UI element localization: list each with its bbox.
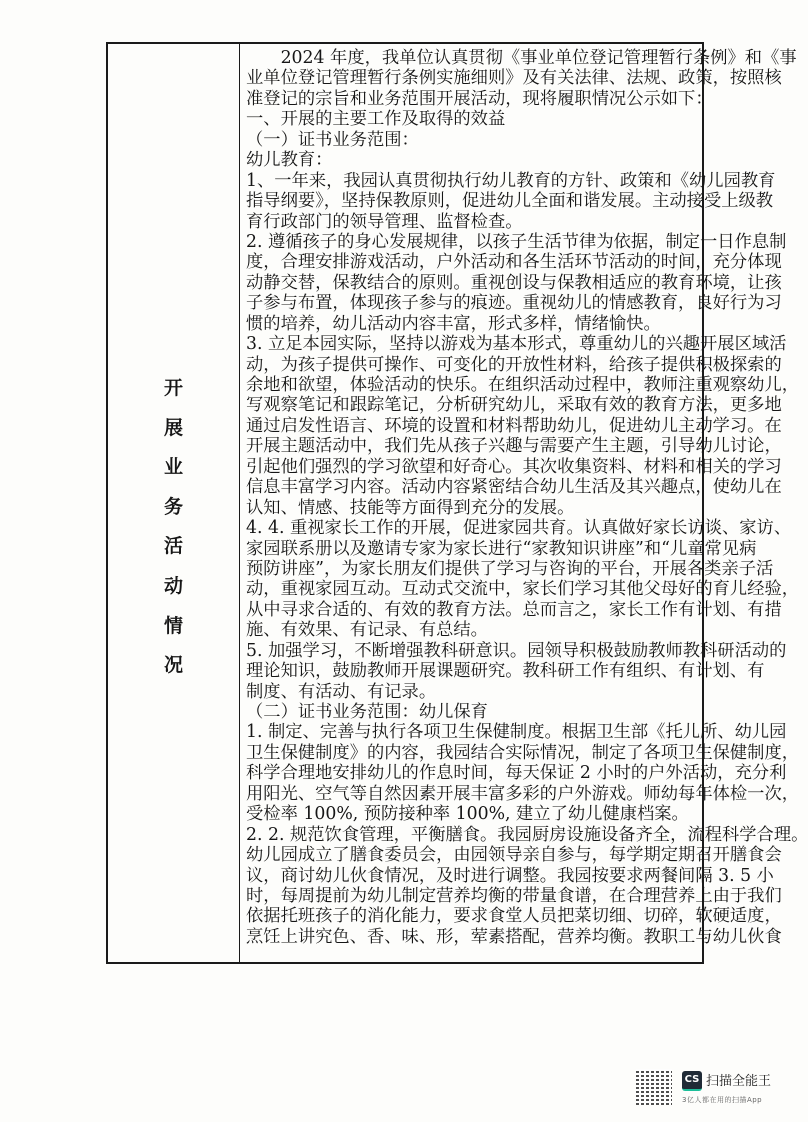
text-line: 认知、情感、技能等方面得到充分的发展。 [246, 497, 575, 518]
text-line: 用阳光、空气等自然因素开展丰富多彩的户外游戏。师幼每年体检一次， [246, 783, 800, 804]
paragraph [246, 824, 808, 948]
paragraph [246, 640, 787, 702]
text-line: 子参与布置，体现孩子参与的痕迹。重视幼儿的情感教育，良好行为习 [246, 293, 782, 314]
text-line: 写观察笔记和跟踪笔记，分析研究幼儿，采取有效的教育方法，更多地 [246, 395, 782, 416]
text-line: 一、开展的主要工作及取得的效益 [246, 109, 506, 130]
section-label-char: 况 [163, 654, 183, 677]
text-line: 依据托班孩子的消化能力，要求食堂人员把菜切细、切碎，软硬适度， [246, 906, 782, 927]
text-line: 时，每周提前为幼儿制定营养均衡的带量食谱，在合理营养上由于我们 [246, 885, 782, 906]
text-line: （二）证书业务范围：幼儿保育 [246, 702, 488, 722]
watermark-tagline: 3亿人都在用的扫描App [682, 1096, 763, 1104]
text-line: 引起他们强烈的学习欲望和好奇心。其次收集资料、材料和相关的学习 [246, 456, 782, 477]
section-label-char: 情 [163, 614, 183, 637]
text-line: 预防讲座”，为家长朋友们提供了学习与咨询的平台，开展各类亲子活 [246, 558, 774, 579]
column-divider [239, 44, 240, 962]
text-line: 施、有效果、有记录、有总结。 [246, 620, 488, 641]
text-line: 准登记的宗旨和业务范围开展活动，现将履职情况公示如下： [246, 88, 713, 109]
section-label-cell [108, 44, 239, 962]
activity-content-cell [246, 48, 808, 947]
text-line: 指导纲要》，坚持保教原则，促进幼儿全面和谐发展。主动接受上级教 [246, 191, 774, 212]
text-line: 育行政部门的领导管理、监督检查。 [246, 211, 523, 232]
text-line: 科学合理地安排幼儿的作息时间，每天保证 2 小时的户外活动，充分利 [246, 763, 787, 784]
text-line: 烹饪上讲究色、香、味、形，荤素搭配，营养均衡。教职工与幼儿伙食 [246, 926, 782, 947]
text-line: 幼儿教育： [246, 150, 333, 171]
qr-code [636, 1069, 672, 1105]
text-line: 动静交替，保教结合的原则。重视创设与保教相适应的教育环境，让孩 [246, 272, 782, 293]
text-line: 动，为孩子提供可操作、可变化的开放性材料，给孩子提供积极探索的 [246, 354, 782, 375]
paragraph [246, 518, 800, 641]
text-line: 度，合理安排游戏活动，户外活动和各生活环节活动的时间，充分体现 [246, 252, 782, 273]
section-label-char: 活 [163, 535, 183, 558]
text-line: 2. 2. 规范饮食管理，平衡膳食。我园厨房设施设备齐全，流程科学合理。 [246, 824, 808, 845]
text-line: 5. 加强学习，不断增强教科研意识。园领导积极鼓励教师教科研活动的 [246, 640, 787, 661]
section-label-char: 业 [163, 456, 183, 479]
section-label-char: 动 [163, 575, 183, 597]
section-label-char: 展 [163, 416, 183, 439]
text-line: 制度、有活动、有记录。 [246, 681, 437, 702]
activity-table [106, 42, 808, 964]
text-line: 惯的培养，幼儿活动内容丰富，形式多样，情绪愉快。 [246, 313, 661, 334]
text-line: 卫生保健制度》的内容，我园结合实际情况，制定了各项卫生保健制度， [246, 742, 800, 763]
text-line: 家园联系册以及邀请专家为家长进行“家教知识讲座”和“儿童常见病 [246, 538, 757, 559]
section-label-char: 开 [163, 377, 183, 399]
text-line: 1、一年来，我园认真贯彻执行幼儿教育的方针、政策和《幼儿园教育 [246, 170, 776, 191]
camscanner-logo-icon: CS [682, 1071, 702, 1091]
text-line: 余地和欲望，体验活动的快乐。在组织活动过程中，教师注重观察幼儿， [246, 375, 800, 395]
section-label-char: 务 [163, 495, 183, 518]
paragraph [246, 48, 797, 109]
text-line: 动，重视家园互动。互动式交流中，家长们学习其他父母好的育儿经验， [246, 579, 800, 600]
text-line: 1. 制定、完善与执行各项卫生保健制度。根据卫生部《托儿所、幼儿园 [246, 722, 787, 743]
text-line: 信息丰富学习内容。活动内容紧密结合幼儿生活及其兴趣点，使幼儿在 [246, 477, 782, 498]
text-line: 2. 遵循孩子的身心发展规律，以孩子生活节律为依据，制定一日作息制 [246, 231, 787, 252]
paragraph [246, 334, 800, 518]
text-line: 受检率 100%, 预防接种率 100%, 建立了幼儿健康档案。 [246, 804, 689, 825]
paragraph [246, 150, 700, 170]
text-line: 通过启发性语言、环境的设置和材料帮助幼儿，促进幼儿主动学习。在 [246, 415, 782, 436]
text-line: 议，商讨幼儿伙食情况，及时进行调整。我园按要求两餐间隔 3. 5 小 [246, 865, 774, 886]
text-line: 从中寻求合适的、有效的教育方法。总而言之，家长工作有计划、有措 [246, 599, 782, 620]
paragraph [246, 231, 787, 334]
paragraph [246, 702, 700, 722]
text-line: 4. 4. 重视家长工作的开展，促进家园共育。认真做好家长访谈、家访、 [246, 518, 792, 539]
watermark-app-name: 扫描全能王 [706, 1074, 772, 1089]
text-line: 业单位登记管理暂行条例实施细则》及有关法律、法规、政策，按照核 [246, 68, 782, 89]
text-line: 3. 立足本园实际，坚持以游戏为基本形式，尊重幼儿的兴趣开展区域活 [246, 334, 787, 355]
text-line: 2024 年度，我单位认真贯彻《事业单位登记管理暂行条例》和《事 [246, 48, 797, 68]
text-line: 幼儿园成立了膳食委员会，由园领导亲自参与，每学期定期召开膳食会 [246, 845, 782, 866]
text-line: 开展主题活动中，我们先从孩子兴趣与需要产生主题，引导幼儿讨论， [246, 436, 782, 457]
text-line: 理论知识，鼓励教师开展课题研究。教科研工作有组织、有计划、有 [246, 661, 765, 682]
paragraph [246, 109, 700, 129]
text-line: （一）证书业务范围： [246, 129, 419, 150]
paragraph [246, 722, 800, 825]
paragraph [246, 170, 776, 232]
paragraph [246, 130, 700, 150]
